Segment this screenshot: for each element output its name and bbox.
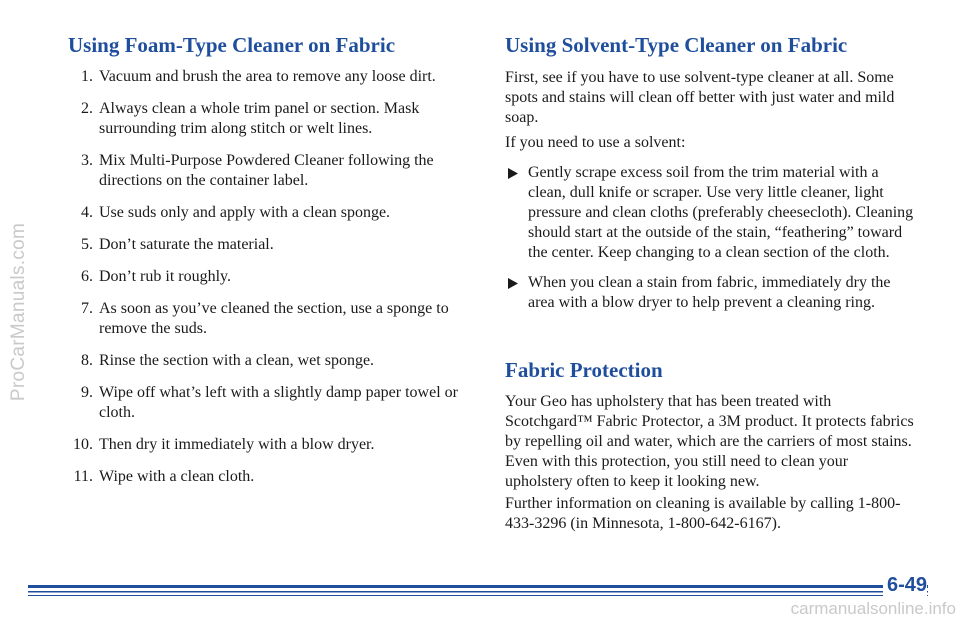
step-text: As soon as you’ve cleaned the section, use a sponge to remove the suds. <box>99 300 449 337</box>
step-number: 2. <box>81 100 93 117</box>
step-item <box>60 467 480 487</box>
solvent-cleaner-heading: Using Solvent-Type Cleaner on Fabric <box>505 33 848 57</box>
step-text: Wipe with a clean cloth. <box>99 468 255 485</box>
watermark-side-text: ProCarManuals.com <box>8 222 29 401</box>
page-number: 6-49 <box>883 574 927 597</box>
step-item <box>60 299 480 339</box>
step-item <box>60 151 480 191</box>
foam-cleaner-steps <box>60 67 480 499</box>
step-item <box>60 267 480 287</box>
solvent-lead: If you need to use a solvent: <box>505 134 686 151</box>
step-item <box>60 435 480 455</box>
step-number: 5. <box>81 236 93 253</box>
fabric-protection-text: Your Geo has upholstery that has been treated with Scotchgard™ Fabric Protector, a 3M product. It protects fabrics by repelling oil and water, which are the carriers of most stains. Even with this protection, you still need to clean your upholstery often to keep it looking new. <box>505 393 914 490</box>
watermark-side <box>4 0 34 623</box>
step-number: 4. <box>81 204 93 221</box>
bullet-icon <box>507 167 519 180</box>
step-number: 6. <box>81 268 93 285</box>
step-text: Always clean a whole trim panel or section. Mask surrounding trim along stitch or welt lines. <box>99 100 420 137</box>
bullet-text: Gently scrape excess soil from the trim material with a clean, dull knife or scraper. Use very little cleaner, light pressure and clean cloths (preferably cheesecloth). Cleaning should start at the outside of the stain, “feathering” toward the center. Keep changing to a clean section of the cloth. <box>528 164 914 261</box>
bullet-text: When you clean a stain from fabric, immediately dry the area with a blow dryer to help prevent a cleaning ring. <box>528 274 891 311</box>
step-text: Use suds only and apply with a clean sponge. <box>99 204 391 221</box>
step-text: Vacuum and brush the area to remove any loose dirt. <box>99 68 436 85</box>
watermark-bottom: carmanualsonline.info <box>790 599 956 618</box>
step-number: 7. <box>81 300 93 317</box>
step-item <box>60 383 480 423</box>
step-text: Mix Multi-Purpose Powdered Cleaner following the directions on the container label. <box>99 152 434 189</box>
step-text: Don’t saturate the material. <box>99 236 274 253</box>
step-item <box>60 67 480 87</box>
step-number: 9. <box>81 384 93 401</box>
step-number: 1. <box>81 68 93 85</box>
further-info-text: Further information on cleaning is available by calling 1-800-433-3296 (in Minnesota, 1-800-642-6167). <box>505 495 901 532</box>
solvent-intro: First, see if you have to use solvent-type cleaner at all. Some spots and stains will clean off better with just water and mild soap. <box>505 69 895 126</box>
step-number: 11. <box>73 468 93 485</box>
step-text: Don’t rub it roughly. <box>99 268 231 285</box>
foam-cleaner-heading: Using Foam-Type Cleaner on Fabric <box>68 33 396 57</box>
step-item <box>60 203 480 223</box>
step-item <box>60 99 480 139</box>
step-text: Wipe off what’s left with a slightly damp paper towel or cloth. <box>99 384 458 421</box>
step-number: 10. <box>73 436 93 453</box>
bullet-item <box>505 163 915 263</box>
step-number: 3. <box>81 152 93 169</box>
bullet-item <box>505 273 915 313</box>
step-item <box>60 351 480 371</box>
step-text: Then dry it immediately with a blow dryer. <box>99 436 375 453</box>
step-item <box>60 235 480 255</box>
step-text: Rinse the section with a clean, wet sponge. <box>99 352 375 369</box>
bullet-icon <box>507 277 519 290</box>
fabric-protection-heading: Fabric Protection <box>505 358 663 382</box>
step-number: 8. <box>81 352 93 369</box>
solvent-bullets <box>505 163 915 323</box>
